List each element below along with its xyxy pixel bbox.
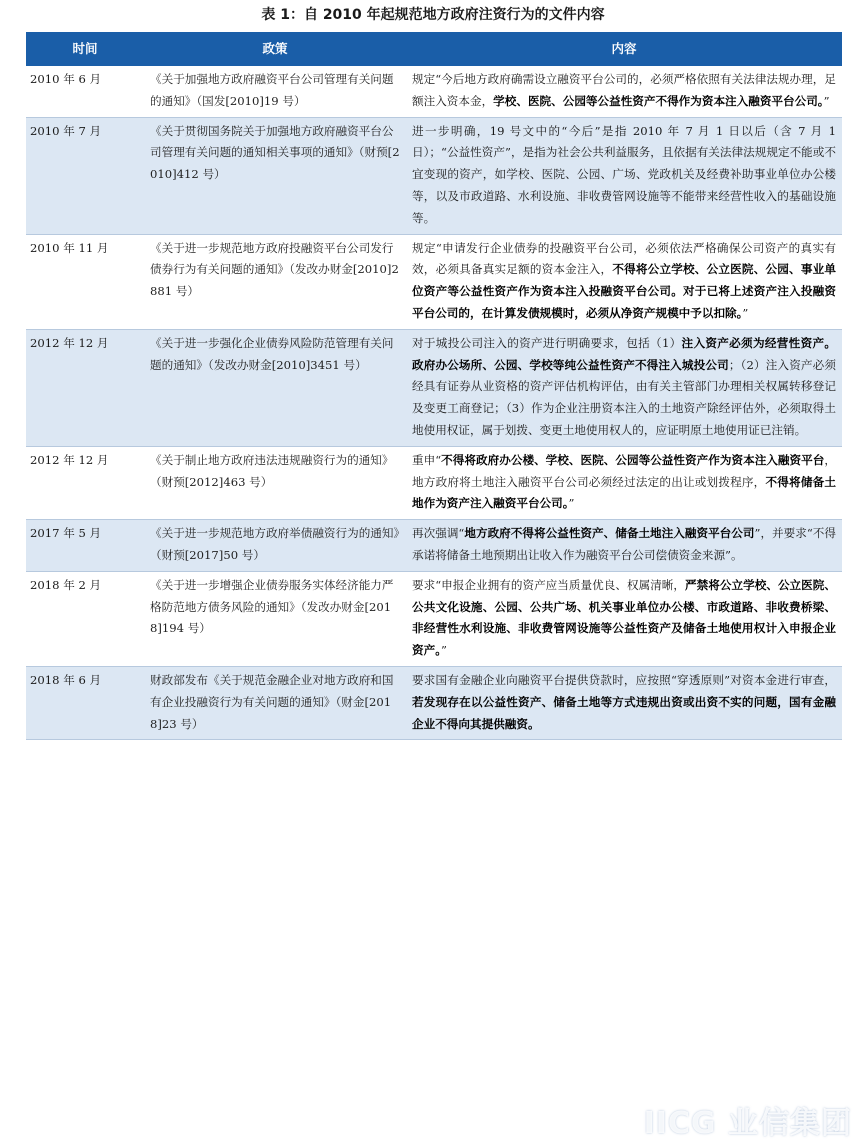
content-bold-segment: 不得将政府办公楼、学校、医院、公园等公益性资产作为资本注入融资平台 xyxy=(441,452,825,467)
row-content xyxy=(406,571,842,666)
content-segment: ” xyxy=(440,643,447,658)
table-row xyxy=(26,446,842,519)
content-segment: 规定“申请发行企业债券的投融资平台公司，必须依法严格确保公司资产的真实有效，必须具备真实足额的资本金注入， xyxy=(412,240,836,277)
table-row xyxy=(26,329,842,446)
content-bold-segment: 若发现存在以公益性资产、储备土地等方式违规出资或出资不实的问题，国有金融企业不得向其提供融资。 xyxy=(412,694,836,731)
row-policy: 《关于加强地方政府融资平台公司管理有关问题的通知》（国发[2010]19 号） xyxy=(144,66,406,117)
content-segment: ”，并要求“不得承诺将储备土地预期出让收入作为融资平台公司偿债资金来源”。 xyxy=(412,526,836,562)
content-segment: 进一步明确，19 号文中的“今后”是指 2010 年 7 月 1 日以后（含 7 月 1 日）；“公益性资产”，是指为社会公共利益服务，且依据有关法律法规规定不能或不宜变现的资产，如学校、医院、公园、广场、党政机关及经费补助事业单位办公楼等，以及市政道路、水利设施、非收费管网设施等不能带来经营性收入的基础设施等。 xyxy=(412,123,836,225)
content-segment: 要求国有金融企业向融资平台提供贷款时，应按照“穿透原则”对资本金进行审查， xyxy=(412,672,836,687)
row-date: 2018 年 6 月 xyxy=(26,666,144,739)
row-policy: 《关于进一步规范地方政府投融资平台公司发行债券行为有关问题的通知》（发改办财金[2010]2881 号） xyxy=(144,234,406,329)
row-content xyxy=(406,66,842,117)
content-segment: ；（2）注入资产必须经具有证券从业资格的资产评估机构评估，由有关主管部门办理相关权属转移登记及变更工商登记；（3）作为企业注册资本注入的土地资产除经评估外，必须取得土地使用权证，属于划拨、变更土地使用权人的，应证明原土地使用证已注销。 xyxy=(412,357,836,437)
table-row xyxy=(26,117,842,234)
row-content xyxy=(406,446,842,519)
header-content: 内容 xyxy=(406,32,842,66)
content-segment: ” xyxy=(742,305,749,320)
row-content xyxy=(406,234,842,329)
header-policy: 政策 xyxy=(144,32,406,66)
content-segment: 重申“ xyxy=(412,452,442,467)
row-date: 2012 年 12 月 xyxy=(26,329,144,446)
content-segment: ” xyxy=(823,93,830,108)
policy-table xyxy=(26,32,842,740)
row-policy: 《关于进一步规范地方政府举债融资行为的通知》（财预[2017]50 号） xyxy=(144,520,406,572)
row-content xyxy=(406,520,842,572)
table-title: 表 1：自 2010 年起规范地方政府注资行为的文件内容 xyxy=(261,7,605,23)
row-policy: 《关于进一步增强企业债券服务实体经济能力严格防范地方债务风险的通知》（发改办财金[2018]194 号） xyxy=(144,571,406,666)
content-bold-segment: 严禁将公立学校、公立医院、公共文化设施、公园、公共广场、机关事业单位办公楼、市政道路、非收费桥梁、非经营性水利设施、非收费管网设施等公益性资产及储备土地使用权计入申报企业资产。 xyxy=(412,577,836,658)
table-row xyxy=(26,666,842,739)
row-date: 2010 年 7 月 xyxy=(26,117,144,234)
content-bold-segment: 注入资产必须为经营性资产。政府办公场所、公园、学校等纯公益性资产不得注入城投公司 xyxy=(412,335,836,372)
watermark-logo: IICG 业信集团 xyxy=(643,1106,852,1141)
row-policy: 《关于制止地方政府违法违规融资行为的通知》（财预[2012]463 号） xyxy=(144,446,406,519)
row-date: 2018 年 2 月 xyxy=(26,571,144,666)
content-bold-segment: 学校、医院、公园等公益性资产不得作为资本注入融资平台公司。 xyxy=(493,93,824,108)
row-content xyxy=(406,329,842,446)
header-date: 时间 xyxy=(26,32,144,66)
content-segment: ，地方政府将土地注入融资平台公司必须经过法定的出让或划拨程序， xyxy=(412,452,836,489)
table-row xyxy=(26,571,842,666)
content-segment: 要求“申报企业拥有的资产应当质量优良、权属清晰， xyxy=(412,577,686,592)
row-date: 2010 年 6 月 xyxy=(26,66,144,117)
content-segment: ” xyxy=(568,496,575,511)
row-policy: 《关于贯彻国务院关于加强地方政府融资平台公司管理有关问题的通知相关事项的通知》（财预[2010]412 号） xyxy=(144,117,406,234)
row-content xyxy=(406,666,842,739)
table-row xyxy=(26,66,842,117)
content-segment: 对于城投公司注入的资产进行明确要求，包括（1） xyxy=(412,335,682,350)
content-segment: 规定“今后地方政府确需设立融资平台公司的，必须严格依照有关法律法规办理，足额注入资本金， xyxy=(412,72,836,108)
content-bold-segment: 不得将公立学校、公立医院、公园、事业单位资产等公益性资产作为资本注入投融资平台公司。对于已将上述资产注入投融资平台公司的，在计算发债规模时，必须从净资产规模中予以扣除。 xyxy=(412,262,836,320)
content-bold-segment: 地方政府不得将公益性资产、储备土地注入融资平台公司 xyxy=(464,526,755,541)
content-segment: 再次强调“ xyxy=(412,526,465,541)
row-date: 2017 年 5 月 xyxy=(26,520,144,572)
row-date: 2012 年 12 月 xyxy=(26,446,144,519)
row-policy: 财政部发布《关于规范金融企业对地方政府和国有企业投融资行为有关问题的通知》（财金[2018]23 号） xyxy=(144,666,406,739)
table-header-row xyxy=(26,32,842,66)
row-date: 2010 年 11 月 xyxy=(26,234,144,329)
row-policy: 《关于进一步强化企业债券风险防范管理有关问题的通知》（发改办财金[2010]3451 号） xyxy=(144,329,406,446)
table-row xyxy=(26,520,842,572)
row-content xyxy=(406,117,842,234)
content-bold-segment: 不得将储备土地作为资产注入融资平台公司。 xyxy=(412,474,836,511)
table-row xyxy=(26,234,842,329)
